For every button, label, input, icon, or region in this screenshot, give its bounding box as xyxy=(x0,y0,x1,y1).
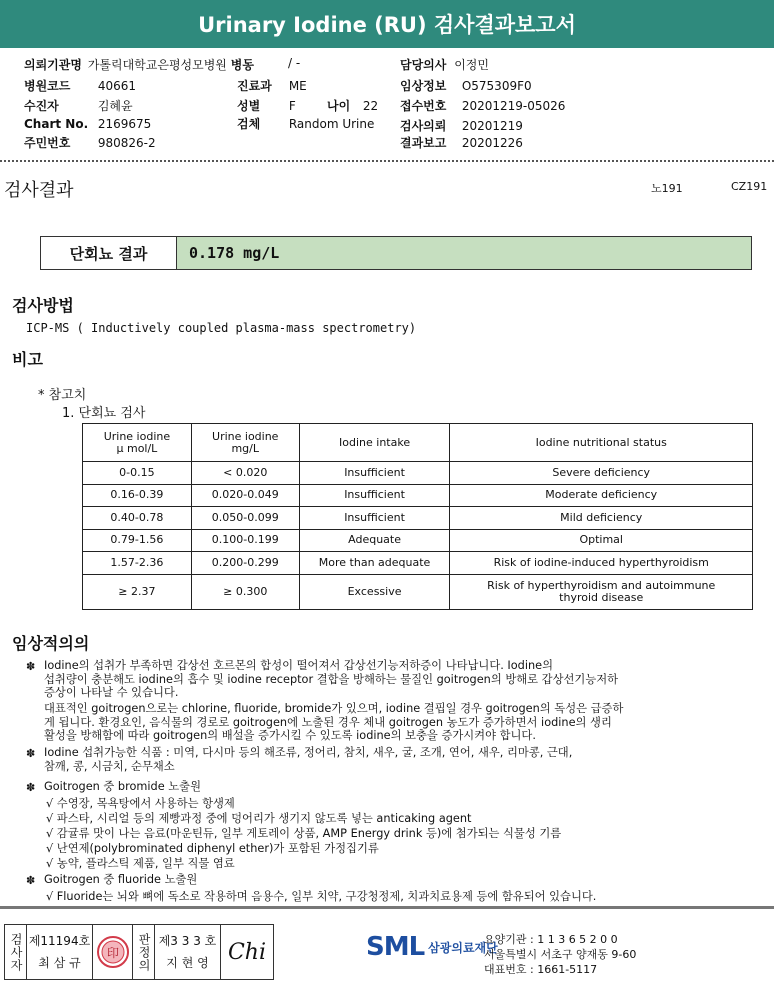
clinical-heading: 임상적의의 xyxy=(12,634,90,653)
clinical-paragraph-2 xyxy=(44,702,623,743)
sml-logo xyxy=(366,932,498,962)
result-value: 0.178 mg/L xyxy=(177,237,751,269)
age-label: 나이 xyxy=(327,99,351,113)
table-cell: 0.40-0.78 xyxy=(83,507,192,530)
table-cell: Risk of iodine-induced hyperthyroidism xyxy=(450,552,753,575)
col-header-status: Iodine nutritional status xyxy=(450,424,753,462)
id-row xyxy=(24,134,156,151)
bullet-icon: ✽ xyxy=(26,874,36,887)
results-heading: 검사결과 xyxy=(4,180,74,201)
seal-icon xyxy=(96,935,130,969)
department-value: ME xyxy=(288,79,307,93)
table-cell: 0.200-0.299 xyxy=(191,552,299,575)
receipt-label: 접수번호 xyxy=(400,99,447,113)
examiner-info xyxy=(27,925,93,979)
bromide-item: √ 농약, 플라스틱 제품, 일부 직물 염료 xyxy=(46,857,235,870)
examiner-number: 제11194호 xyxy=(28,934,91,948)
table-cell: < 0.020 xyxy=(191,462,299,485)
examiner-name: 최 삼 규 xyxy=(38,956,81,970)
result-box xyxy=(40,236,752,270)
hospital-code-value: 40661 xyxy=(97,79,137,93)
department-row xyxy=(237,77,307,94)
table-cell: Excessive xyxy=(299,574,450,609)
patient-label: 수진자 xyxy=(24,99,59,113)
report-date-label: 결과보고 xyxy=(400,136,447,150)
age-value: 22 xyxy=(362,99,379,113)
doctor-value: 이정민 xyxy=(454,58,489,72)
reference-table xyxy=(82,423,753,610)
paragraph-line: 게 됩니다. 환경요인, 음식물의 경로로 goitrogen에 노출된 경우 체내 goitrogen 농도가 증가하면서 iodine의 생리 xyxy=(44,715,612,729)
table-row xyxy=(83,574,753,609)
table-cell: ≥ 0.300 xyxy=(191,574,299,609)
id-value: 980826-2 xyxy=(97,136,156,150)
table-cell: Optimal xyxy=(450,529,753,552)
table-cell: Moderate deficiency xyxy=(450,484,753,507)
receipt-row xyxy=(400,97,565,114)
report-date-value: 20201226 xyxy=(461,136,523,150)
col-header-umol: Urine iodine μ mol/L xyxy=(83,424,192,462)
specimen-label: 검체 xyxy=(237,117,261,131)
org-code: 요양기관 : 1 1 3 6 5 2 0 0 xyxy=(484,933,618,946)
ward-label: 병동 xyxy=(230,58,254,72)
remarks-heading: 비고 xyxy=(12,350,43,369)
table-cell: 0.16-0.39 xyxy=(83,484,192,507)
examiner-label xyxy=(5,925,27,979)
reviewer-signature: Chi xyxy=(227,939,267,965)
sex-row xyxy=(237,97,296,114)
col-header-intake: Iodine intake xyxy=(299,424,450,462)
clinical-info-row xyxy=(400,77,532,94)
specimen-value: Random Urine xyxy=(288,117,375,131)
table-cell: 1.57-2.36 xyxy=(83,552,192,575)
paragraph-line: Iodine 섭취가능한 식품 : 미역, 다시마 등의 해조류, 정어리, 참치, 새우, 굴, 조개, 연어, 새우, 리마콩, 근대, xyxy=(44,746,573,759)
table-cell: Risk of hyperthyroidism and autoimmune thyroid disease xyxy=(450,574,753,609)
table-cell: 0-0.15 xyxy=(83,462,192,485)
method-heading: 검사방법 xyxy=(12,296,74,315)
table-cell: Insufficient xyxy=(299,484,450,507)
table-cell: Adequate xyxy=(299,529,450,552)
fluoride-title: Goitrogen 중 fluoride 노출원 xyxy=(44,873,198,886)
bromide-item: √ 난연제(polybrominated diphenyl ether)가 포함된 가정집기류 xyxy=(46,842,379,855)
ward-value: / - xyxy=(288,56,301,70)
request-row xyxy=(400,117,523,134)
specimen-row xyxy=(237,115,374,132)
reference-title: * 참고치 xyxy=(38,388,87,403)
bullet-icon: ✽ xyxy=(26,747,36,760)
chart-value: 2169675 xyxy=(97,117,152,131)
department-label: 진료과 xyxy=(237,79,272,93)
header-divider xyxy=(0,160,774,162)
bromide-item: √ 감귤류 맛이 나는 음료(마운틴듀, 일부 게토레이 상품, AMP Energy drink 등)에 첨가되는 식물성 기름 xyxy=(46,827,562,840)
lab-address: 서울특별시 서초구 양재동 9-60 xyxy=(484,948,637,961)
doctor-row xyxy=(400,56,489,73)
bromide-title: Goitrogen 중 bromide 노출원 xyxy=(44,780,201,793)
reference-subtitle: 1. 단회뇨 검사 xyxy=(62,406,146,421)
bullet-icon: ✽ xyxy=(26,781,36,794)
request-label: 검사의뢰 xyxy=(400,119,447,133)
test-code-2: CZ191 xyxy=(731,180,768,193)
institution-value: 가톨릭대학교은평성모병원 xyxy=(87,58,227,72)
table-header-row xyxy=(83,424,753,462)
table-cell: Insufficient xyxy=(299,462,450,485)
bromide-item: √ 수영장, 목욕탕에서 사용하는 항생제 xyxy=(46,797,235,810)
doctor-label: 담당의사 xyxy=(400,58,447,72)
table-cell: Mild deficiency xyxy=(450,507,753,530)
table-cell: 0.100-0.199 xyxy=(191,529,299,552)
paragraph-line: 섭취량이 충분해도 iodine의 흡수 및 iodine receptor 결합을 방해하는 물질인 goitrogen의 방해로 갑상선기능저하 xyxy=(44,672,619,686)
age-row xyxy=(327,97,378,114)
report-date-row xyxy=(400,134,523,151)
table-cell: More than adequate xyxy=(299,552,450,575)
table-cell: ≥ 2.37 xyxy=(83,574,192,609)
receipt-value: 20201219-05026 xyxy=(461,99,566,113)
table-row xyxy=(83,507,753,530)
table-cell: Severe deficiency xyxy=(450,462,753,485)
lab-phone: 대표번호 : 1661-5117 xyxy=(484,963,598,976)
lab-name: 삼광의료재단 xyxy=(428,940,498,955)
id-label: 주민번호 xyxy=(24,136,71,150)
clinical-paragraph-1 xyxy=(44,659,618,700)
lab-contact xyxy=(484,932,636,977)
clinical-paragraph-3 xyxy=(44,746,572,773)
patient-value: 김혜윤 xyxy=(97,99,133,113)
sex-label: 성별 xyxy=(237,99,261,113)
table-row xyxy=(83,529,753,552)
reviewer-label xyxy=(133,925,155,979)
paragraph-line: 증상이 나타날 수 있습니다. xyxy=(44,686,179,699)
paragraph-line: 대표적인 goitrogen으로는 chlorine, fluoride, bromide가 있으며, iodine 결핍일 경우 goitrogen의 독성은 급증하 xyxy=(44,702,624,715)
paragraph-line: 활성을 방해함에 따라 goitrogen의 배설을 증가시킬 수 있도록 iodine의 보충을 증가시켜야 합니다. xyxy=(44,729,536,742)
chart-label: Chart No. xyxy=(24,117,89,131)
table-cell: Insufficient xyxy=(299,507,450,530)
reviewer-number: 제3 3 3 호 xyxy=(158,934,217,948)
reviewer-name: 지 현 영 xyxy=(166,956,209,970)
table-cell: 0.050-0.099 xyxy=(191,507,299,530)
institution-label: 의뢰기관명 xyxy=(24,58,82,72)
logo-text: SML xyxy=(366,932,425,962)
reviewer-info xyxy=(155,925,221,979)
paragraph-line: Iodine의 섭취가 부족하면 갑상선 호르몬의 합성이 떨어져서 갑상선기능저하증이 나타납니다. Iodine의 xyxy=(44,659,554,672)
bromide-item: √ 파스타, 시리얼 등의 제빵과정 중에 덩어리가 생기지 않도록 넣는 anticaking agent xyxy=(46,812,472,825)
examiner-seal xyxy=(93,925,133,979)
fluoride-item: √ Fluoride는 뇌와 뼈에 독소로 작용하며 음용수, 일부 치약, 구강청정제, 치과치료용제 등에 함유되어 있습니다. xyxy=(46,890,597,903)
reviewer-label-text: 판정의 xyxy=(137,932,151,972)
clinical-info-label: 임상정보 xyxy=(400,79,447,93)
method-text: ICP-MS ( Inductively coupled plasma-mass spectrometry) xyxy=(26,321,417,335)
patient-row xyxy=(24,97,133,114)
sex-value: F xyxy=(288,99,296,113)
request-value: 20201219 xyxy=(461,119,523,133)
seal-text: 印 xyxy=(106,946,119,960)
report-title: Urinary Iodine (RU) 검사결과보고서 xyxy=(0,0,774,48)
clinical-info-value: O575309F0 xyxy=(461,79,532,93)
table-cell: 0.79-1.56 xyxy=(83,529,192,552)
examiner-label-text: 검사자 xyxy=(9,932,23,972)
table-row xyxy=(83,484,753,507)
table-row xyxy=(83,552,753,575)
hospital-code-label: 병원코드 xyxy=(24,79,71,93)
col-header-mgl: Urine iodine mg/L xyxy=(191,424,299,462)
result-label: 단회뇨 결과 xyxy=(41,237,177,269)
table-cell: 0.020-0.049 xyxy=(191,484,299,507)
hospital-code-row xyxy=(24,77,136,94)
table-row xyxy=(83,462,753,485)
chart-row xyxy=(24,117,151,131)
institution-row xyxy=(24,56,254,73)
paragraph-line: 참깨, 콩, 시금치, 순무채소 xyxy=(44,759,175,773)
signature-table xyxy=(4,924,274,980)
bullet-icon: ✽ xyxy=(26,660,36,673)
test-code-1: 노191 xyxy=(651,182,683,195)
